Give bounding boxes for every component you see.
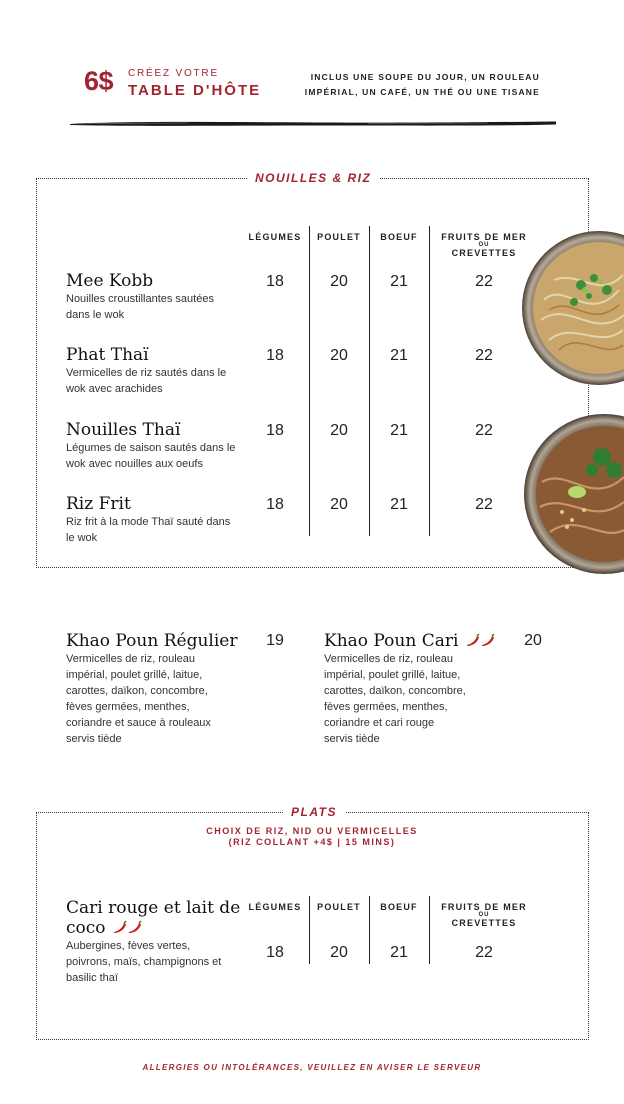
dish-desc: Vermicelles de riz sautés dans le <box>66 367 227 379</box>
includes-line-2: IMPÉRIAL, UN CAFÉ, UN THÉ OU UNE TISANE <box>304 87 540 97</box>
col-crevettes-label: CREVETTES <box>451 248 517 258</box>
price-poulet: 20 <box>330 944 348 961</box>
dish-desc: Légumes de saison sautés dans le <box>66 442 236 454</box>
dish-name: Cari rouge et lait de <box>66 898 241 918</box>
price-boeuf: 21 <box>390 944 408 961</box>
table-hote-price: 6$ <box>84 66 114 96</box>
brush-stroke-divider <box>68 118 558 130</box>
dish-desc: dans le wok <box>66 309 125 321</box>
dish-desc: le wok <box>66 532 98 544</box>
dish-khao-poun-cari <box>324 631 524 747</box>
price-legumes: 18 <box>266 347 284 364</box>
dish-riz-frit <box>66 494 246 546</box>
col-crevettes-label: CREVETTES <box>451 918 517 928</box>
dish-desc: Riz frit à la mode Thaï sauté dans <box>66 516 231 528</box>
price-boeuf: 21 <box>390 422 408 439</box>
table-hote-title: TABLE D'HÔTE <box>128 82 262 99</box>
dish-desc: Nouilles croustillantes sautées <box>66 293 214 305</box>
price-poulet: 20 <box>330 347 348 364</box>
dish-desc: carottes, daïkon, concombre, <box>324 685 466 697</box>
dish-name: Riz Frit <box>66 494 131 514</box>
price-legumes: 18 <box>266 273 284 290</box>
dish-name <box>324 631 524 651</box>
dish-name: Mee Kobb <box>66 271 154 291</box>
column-divider <box>429 226 430 536</box>
price-fruits-de-mer: 22 <box>475 273 493 290</box>
dish-desc: wok avec nouilles aux oeufs <box>66 458 203 470</box>
col-poulet: POULET <box>317 232 361 242</box>
dish-name: Nouilles Thaï <box>66 420 181 440</box>
price-legumes: 18 <box>266 422 284 439</box>
col-fruits-de-mer <box>434 902 534 928</box>
price-boeuf: 21 <box>390 347 408 364</box>
column-divider <box>309 226 310 536</box>
dish-desc: wok avec arachides <box>66 383 163 395</box>
col-legumes: LÉGUMES <box>248 232 302 242</box>
price-legumes: 18 <box>266 496 284 513</box>
plats-choice-note <box>162 826 462 848</box>
price-khao-poun-cari: 20 <box>524 632 542 649</box>
dish-desc: fèves germées, menthes, <box>66 701 190 713</box>
plats-note-line-2: (RIZ COLLANT +4$ | 15 MINS) <box>228 837 396 847</box>
dish-phat-thai <box>66 345 246 397</box>
allergy-notice: ALLERGIES OU INTOLÉRANCES, VEUILLEZ EN AVISER LE SERVEUR <box>142 1063 482 1072</box>
riz-bowl-photo <box>522 412 624 577</box>
dish-desc: impérial, poulet grillé, laitue, <box>66 669 203 681</box>
dish-desc: poivrons, maïs, champignons et <box>66 956 222 968</box>
price-khao-poun-regulier: 19 <box>266 632 284 649</box>
includes-line-1: INCLUS UNE SOUPE DU JOUR, UN ROULEAU <box>310 72 540 82</box>
price-legumes: 18 <box>266 944 284 961</box>
dish-name-text: coco <box>66 918 106 938</box>
col-boeuf: BOEUF <box>380 232 418 242</box>
dish-desc: fèves germées, menthes, <box>324 701 448 713</box>
price-poulet: 20 <box>330 273 348 290</box>
column-divider <box>369 226 370 536</box>
dish-desc: servis tiède <box>324 733 380 745</box>
dish-khao-poun-regulier <box>66 631 246 747</box>
includes-text <box>300 70 540 100</box>
creez-votre-label: CRÉEZ VOTRE <box>128 68 219 79</box>
price-boeuf: 21 <box>390 496 408 513</box>
col-ou-label: OU <box>478 242 490 248</box>
noodles-section-title: NOUILLES & RIZ <box>247 171 379 185</box>
dish-name: Phat Thaï <box>66 345 149 365</box>
dish-desc: Vermicelles de riz, rouleau <box>66 653 196 665</box>
plats-section-title: PLATS <box>283 805 345 819</box>
dish-name: Khao Poun Régulier <box>66 631 238 651</box>
dish-desc: carottes, daïkon, concombre, <box>66 685 208 697</box>
col-fruits-label: FRUITS DE MER <box>441 902 527 912</box>
col-ou-label: OU <box>478 912 490 918</box>
dish-mee-kobb <box>66 271 246 323</box>
col-poulet: POULET <box>317 902 361 912</box>
dish-desc: servis tiède <box>66 733 122 745</box>
column-divider <box>309 896 310 964</box>
chili-pepper-icon <box>111 920 143 934</box>
price-boeuf: 21 <box>390 273 408 290</box>
chili-pepper-icon <box>464 633 496 647</box>
dish-nouilles-thai <box>66 420 246 472</box>
price-fruits-de-mer: 22 <box>475 944 493 961</box>
col-fruits-label: FRUITS DE MER <box>441 232 527 242</box>
plats-note-line-1: CHOIX DE RIZ, NID OU VERMICELLES <box>206 826 418 836</box>
column-divider <box>369 896 370 964</box>
noodle-bowl-photo <box>519 230 624 390</box>
price-fruits-de-mer: 22 <box>475 496 493 513</box>
price-fruits-de-mer: 22 <box>475 422 493 439</box>
price-poulet: 20 <box>330 422 348 439</box>
col-legumes: LÉGUMES <box>248 902 302 912</box>
dish-name <box>66 918 246 938</box>
dish-desc: basilic thaï <box>66 972 118 984</box>
dish-cari-rouge <box>66 898 246 986</box>
price-fruits-de-mer: 22 <box>475 347 493 364</box>
price-poulet: 20 <box>330 496 348 513</box>
dish-name-text: Khao Poun Cari <box>324 631 459 651</box>
col-boeuf: BOEUF <box>380 902 418 912</box>
dish-desc: impérial, poulet grillé, laitue, <box>324 669 461 681</box>
column-divider <box>429 896 430 964</box>
dish-desc: Vermicelles de riz, rouleau <box>324 653 454 665</box>
dish-desc: Aubergines, fèves vertes, <box>66 940 191 952</box>
dish-desc: coriandre et sauce à rouleaux <box>66 717 211 729</box>
dish-desc: coriandre et cari rouge <box>324 717 435 729</box>
